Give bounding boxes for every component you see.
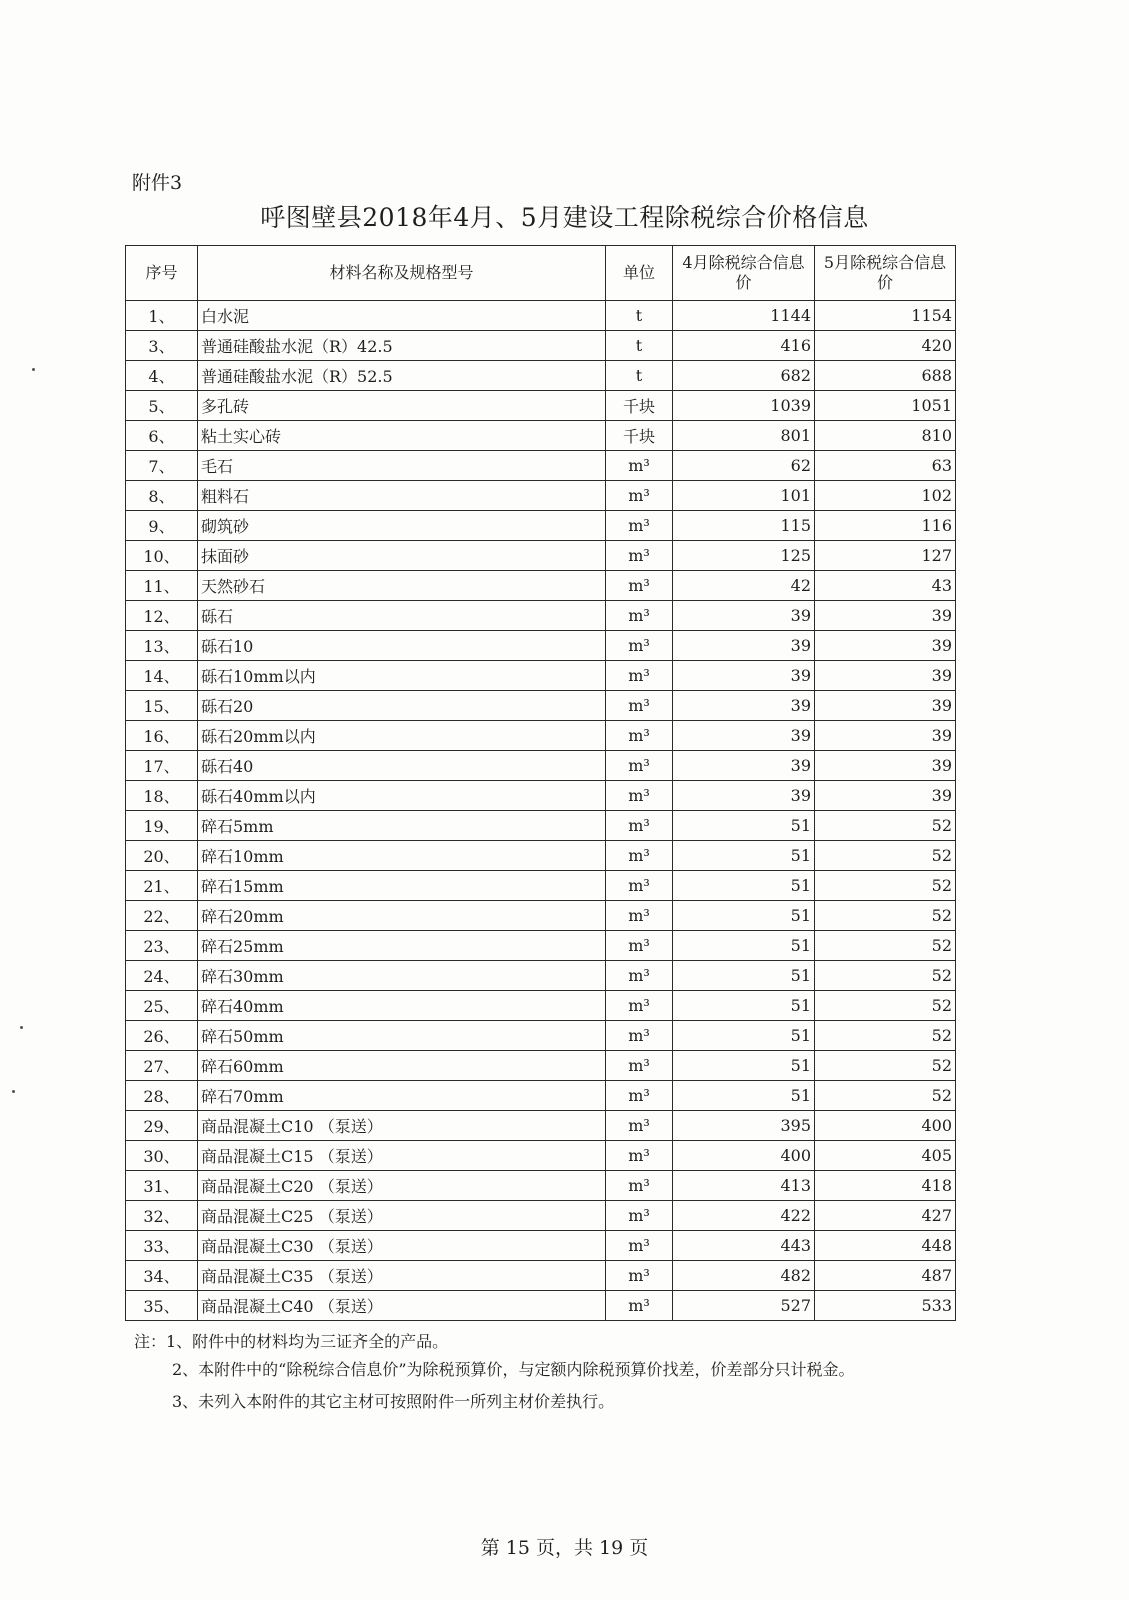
table-row (126, 961, 956, 991)
row-number: 4、 (126, 361, 198, 391)
april-price: 39 (673, 721, 815, 751)
table-row (126, 751, 956, 781)
unit: m³ (606, 541, 673, 571)
row-number: 11、 (126, 571, 198, 601)
table-row (126, 1141, 956, 1171)
table-row (126, 901, 956, 931)
april-price: 51 (673, 991, 815, 1021)
april-price: 39 (673, 631, 815, 661)
table-row (126, 1261, 956, 1291)
row-number: 18、 (126, 781, 198, 811)
table-row (126, 1201, 956, 1231)
table-row (126, 601, 956, 631)
table-row (126, 1021, 956, 1051)
table-row (126, 811, 956, 841)
april-price: 51 (673, 1051, 815, 1081)
table-row (126, 991, 956, 1021)
april-price: 482 (673, 1261, 815, 1291)
may-price: 39 (815, 661, 956, 691)
may-price: 39 (815, 691, 956, 721)
unit: m³ (606, 1021, 673, 1051)
table-row (126, 331, 956, 361)
unit: m³ (606, 571, 673, 601)
unit: m³ (606, 871, 673, 901)
row-number: 26、 (126, 1021, 198, 1051)
table-row (126, 391, 956, 421)
row-number: 12、 (126, 601, 198, 631)
table-row (126, 721, 956, 751)
row-number: 24、 (126, 961, 198, 991)
table-row (126, 661, 956, 691)
may-price: 102 (815, 481, 956, 511)
may-price: 420 (815, 331, 956, 361)
april-price: 51 (673, 901, 815, 931)
may-price: 1154 (815, 301, 956, 331)
material-name: 商品混凝土C30 （泵送） (198, 1231, 606, 1261)
may-price: 427 (815, 1201, 956, 1231)
note-2: 2、本附件中的“除税综合信息价”为除税预算价，与定额内除税预算价找差，价差部分只计税金。 (172, 1360, 855, 1379)
row-number: 23、 (126, 931, 198, 961)
april-price: 51 (673, 961, 815, 991)
may-price: 127 (815, 541, 956, 571)
may-price: 52 (815, 1081, 956, 1111)
material-name: 碎石5mm (198, 811, 606, 841)
may-price: 52 (815, 931, 956, 961)
may-price: 1051 (815, 391, 956, 421)
notes (128, 1328, 948, 1416)
row-number: 25、 (126, 991, 198, 1021)
table-row (126, 781, 956, 811)
material-name: 碎石25mm (198, 931, 606, 961)
april-price: 443 (673, 1231, 815, 1261)
april-price: 416 (673, 331, 815, 361)
row-number: 6、 (126, 421, 198, 451)
row-number: 35、 (126, 1291, 198, 1321)
may-price: 418 (815, 1171, 956, 1201)
material-name: 商品混凝土C20 （泵送） (198, 1171, 606, 1201)
april-price: 51 (673, 1081, 815, 1111)
table-row (126, 691, 956, 721)
may-price: 39 (815, 631, 956, 661)
unit: m³ (606, 1141, 673, 1171)
material-name: 粗料石 (198, 481, 606, 511)
april-price: 101 (673, 481, 815, 511)
table-row (126, 541, 956, 571)
row-number: 31、 (126, 1171, 198, 1201)
price-table (125, 245, 956, 1321)
april-price: 39 (673, 691, 815, 721)
material-name: 碎石40mm (198, 991, 606, 1021)
may-price: 533 (815, 1291, 956, 1321)
page-footer: 第 15 页，共 19 页 (480, 1537, 649, 1559)
material-name: 碎石70mm (198, 1081, 606, 1111)
unit: 千块 (606, 421, 673, 451)
scan-speck (32, 368, 35, 371)
may-price: 52 (815, 901, 956, 931)
table-row (126, 1051, 956, 1081)
may-price: 116 (815, 511, 956, 541)
unit: m³ (606, 661, 673, 691)
row-number: 27、 (126, 1051, 198, 1081)
april-price: 42 (673, 571, 815, 601)
april-price: 39 (673, 601, 815, 631)
april-price: 682 (673, 361, 815, 391)
may-price: 487 (815, 1261, 956, 1291)
april-price: 395 (673, 1111, 815, 1141)
unit: m³ (606, 1111, 673, 1141)
unit: m³ (606, 781, 673, 811)
unit: t (606, 331, 673, 361)
may-price: 405 (815, 1141, 956, 1171)
row-number: 14、 (126, 661, 198, 691)
note-1: 注：1、附件中的材料均为三证齐全的产品。 (134, 1332, 449, 1351)
april-price: 51 (673, 931, 815, 961)
row-number: 22、 (126, 901, 198, 931)
material-name: 天然砂石 (198, 571, 606, 601)
row-number: 20、 (126, 841, 198, 871)
unit: m³ (606, 1231, 673, 1261)
row-number: 16、 (126, 721, 198, 751)
may-price: 52 (815, 811, 956, 841)
note-3: 3、未列入本附件的其它主材可按照附件一所列主材价差执行。 (172, 1392, 615, 1411)
material-name: 碎石10mm (198, 841, 606, 871)
header-no: 序号 (126, 246, 198, 301)
table-row (126, 481, 956, 511)
material-name: 普通硅酸盐水泥（R）52.5 (198, 361, 606, 391)
table-row (126, 361, 956, 391)
unit: m³ (606, 601, 673, 631)
table-row (126, 451, 956, 481)
may-price: 448 (815, 1231, 956, 1261)
unit: 千块 (606, 391, 673, 421)
row-number: 9、 (126, 511, 198, 541)
row-number: 10、 (126, 541, 198, 571)
april-price: 51 (673, 811, 815, 841)
material-name: 商品混凝土C15 （泵送） (198, 1141, 606, 1171)
unit: m³ (606, 1201, 673, 1231)
april-price: 51 (673, 871, 815, 901)
row-number: 19、 (126, 811, 198, 841)
row-number: 34、 (126, 1261, 198, 1291)
april-price: 400 (673, 1141, 815, 1171)
material-name: 抹面砂 (198, 541, 606, 571)
unit: m³ (606, 1081, 673, 1111)
material-name: 碎石20mm (198, 901, 606, 931)
april-price: 51 (673, 841, 815, 871)
material-name: 砾石20 (198, 691, 606, 721)
scan-speck (12, 1090, 15, 1093)
april-price: 39 (673, 661, 815, 691)
april-price: 1144 (673, 301, 815, 331)
may-price: 52 (815, 1051, 956, 1081)
unit: m³ (606, 1051, 673, 1081)
material-name: 多孔砖 (198, 391, 606, 421)
unit: m³ (606, 811, 673, 841)
material-name: 砾石40 (198, 751, 606, 781)
material-name: 碎石50mm (198, 1021, 606, 1051)
unit: m³ (606, 631, 673, 661)
material-name: 砾石 (198, 601, 606, 631)
material-name: 砾石10mm以内 (198, 661, 606, 691)
april-price: 39 (673, 751, 815, 781)
material-name: 砾石40mm以内 (198, 781, 606, 811)
row-number: 5、 (126, 391, 198, 421)
table-row (126, 1081, 956, 1111)
material-name: 碎石15mm (198, 871, 606, 901)
material-name: 商品混凝土C35 （泵送） (198, 1261, 606, 1291)
may-price: 810 (815, 421, 956, 451)
unit: m³ (606, 1291, 673, 1321)
row-number: 3、 (126, 331, 198, 361)
unit: m³ (606, 961, 673, 991)
row-number: 13、 (126, 631, 198, 661)
april-price: 125 (673, 541, 815, 571)
unit: m³ (606, 481, 673, 511)
attachment-label: 附件3 (132, 172, 183, 194)
header-name: 材料名称及规格型号 (198, 246, 606, 301)
april-price: 527 (673, 1291, 815, 1321)
material-name: 商品混凝土C25 （泵送） (198, 1201, 606, 1231)
scan-speck (20, 1026, 23, 1029)
unit: m³ (606, 1261, 673, 1291)
april-price: 801 (673, 421, 815, 451)
unit: m³ (606, 751, 673, 781)
may-price: 400 (815, 1111, 956, 1141)
material-name: 毛石 (198, 451, 606, 481)
unit: t (606, 301, 673, 331)
row-number: 15、 (126, 691, 198, 721)
table-row (126, 631, 956, 661)
table-row (126, 301, 956, 331)
may-price: 688 (815, 361, 956, 391)
unit: m³ (606, 511, 673, 541)
row-number: 33、 (126, 1231, 198, 1261)
row-number: 1、 (126, 301, 198, 331)
may-price: 52 (815, 841, 956, 871)
material-name: 碎石30mm (198, 961, 606, 991)
row-number: 32、 (126, 1201, 198, 1231)
row-number: 21、 (126, 871, 198, 901)
may-price: 52 (815, 1021, 956, 1051)
material-name: 商品混凝土C10 （泵送） (198, 1111, 606, 1141)
header-may-price: 5月除税综合信息价 (815, 246, 956, 301)
table-row (126, 571, 956, 601)
may-price: 52 (815, 991, 956, 1021)
table-row (126, 841, 956, 871)
may-price: 63 (815, 451, 956, 481)
material-name: 砌筑砂 (198, 511, 606, 541)
unit: m³ (606, 991, 673, 1021)
header-unit: 单位 (606, 246, 673, 301)
row-number: 17、 (126, 751, 198, 781)
april-price: 51 (673, 1021, 815, 1051)
may-price: 52 (815, 961, 956, 991)
unit: m³ (606, 901, 673, 931)
page-title: 呼图壁县2018年4月、5月建设工程除税综合价格信息 (260, 203, 869, 232)
april-price: 1039 (673, 391, 815, 421)
table-row (126, 421, 956, 451)
table-row (126, 871, 956, 901)
table-row (126, 1231, 956, 1261)
unit: m³ (606, 931, 673, 961)
unit: m³ (606, 721, 673, 751)
unit: m³ (606, 451, 673, 481)
row-number: 30、 (126, 1141, 198, 1171)
unit: m³ (606, 1171, 673, 1201)
may-price: 39 (815, 751, 956, 781)
material-name: 碎石60mm (198, 1051, 606, 1081)
row-number: 7、 (126, 451, 198, 481)
table-header-row (126, 246, 956, 301)
table-row (126, 1171, 956, 1201)
table-row (126, 1111, 956, 1141)
may-price: 39 (815, 781, 956, 811)
material-name: 粘土实心砖 (198, 421, 606, 451)
unit: t (606, 361, 673, 391)
table-row (126, 1291, 956, 1321)
april-price: 62 (673, 451, 815, 481)
april-price: 413 (673, 1171, 815, 1201)
row-number: 28、 (126, 1081, 198, 1111)
price-table-body (126, 301, 956, 1321)
row-number: 8、 (126, 481, 198, 511)
may-price: 52 (815, 871, 956, 901)
table-row (126, 511, 956, 541)
material-name: 商品混凝土C40 （泵送） (198, 1291, 606, 1321)
material-name: 普通硅酸盐水泥（R）42.5 (198, 331, 606, 361)
april-price: 115 (673, 511, 815, 541)
april-price: 422 (673, 1201, 815, 1231)
material-name: 白水泥 (198, 301, 606, 331)
unit: m³ (606, 691, 673, 721)
table-row (126, 931, 956, 961)
material-name: 砾石20mm以内 (198, 721, 606, 751)
may-price: 39 (815, 721, 956, 751)
header-april-price: 4月除税综合信息价 (673, 246, 815, 301)
may-price: 39 (815, 601, 956, 631)
april-price: 39 (673, 781, 815, 811)
material-name: 砾石10 (198, 631, 606, 661)
may-price: 43 (815, 571, 956, 601)
unit: m³ (606, 841, 673, 871)
row-number: 29、 (126, 1111, 198, 1141)
